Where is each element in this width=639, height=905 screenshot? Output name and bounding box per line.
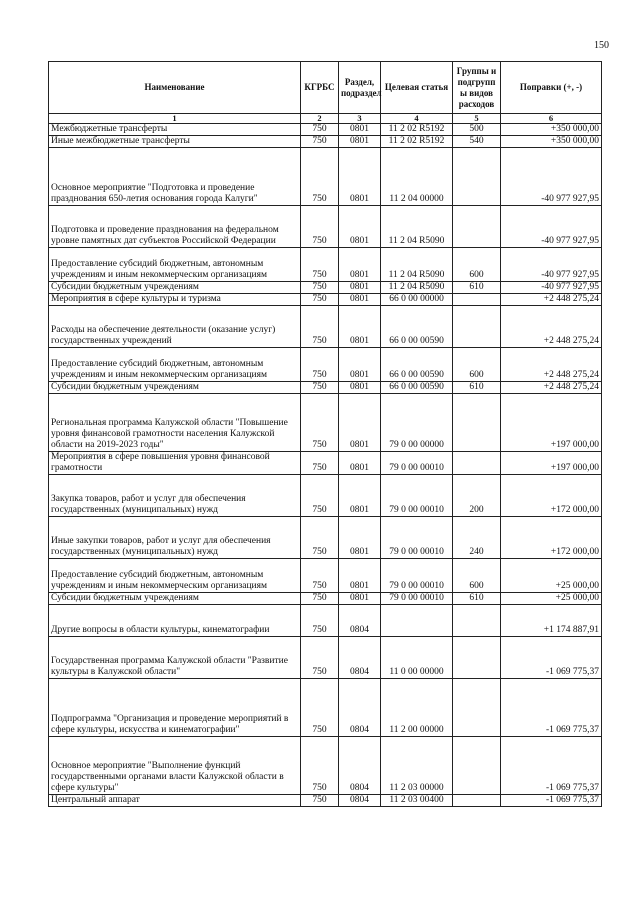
row-target: 79 0 00 00010 xyxy=(381,475,453,517)
row-kgrbs: 750 xyxy=(301,452,339,475)
row-section: 0801 xyxy=(339,452,381,475)
row-target: 66 0 00 00590 xyxy=(381,306,453,348)
row-name: Другие вопросы в области культуры, кинематографии xyxy=(49,605,301,637)
row-target: 79 0 00 00010 xyxy=(381,559,453,593)
row-name: Центральный аппарат xyxy=(49,795,301,807)
table-row xyxy=(49,452,602,475)
row-amount: +2 448 275,24 xyxy=(501,382,602,394)
col-header-target: Целевая статья xyxy=(381,62,453,114)
row-section: 0801 xyxy=(339,206,381,248)
table-row xyxy=(49,136,602,148)
page-number: 150 xyxy=(594,40,609,51)
row-kgrbs: 750 xyxy=(301,282,339,294)
row-amount: +197 000,00 xyxy=(501,452,602,475)
row-amount: -40 977 927,95 xyxy=(501,148,602,206)
row-group xyxy=(453,737,501,795)
row-target: 11 2 04 00000 xyxy=(381,148,453,206)
row-section: 0801 xyxy=(339,517,381,559)
row-target: 66 0 00 00590 xyxy=(381,348,453,382)
row-amount: +25 000,00 xyxy=(501,559,602,593)
row-section: 0801 xyxy=(339,148,381,206)
table-row xyxy=(49,795,602,807)
row-group: 610 xyxy=(453,593,501,605)
table-row xyxy=(49,517,602,559)
row-section: 0801 xyxy=(339,593,381,605)
row-group xyxy=(453,294,501,306)
row-target: 79 0 00 00010 xyxy=(381,593,453,605)
row-amount: -1 069 775,37 xyxy=(501,679,602,737)
row-kgrbs: 750 xyxy=(301,148,339,206)
col-number: 6 xyxy=(501,114,602,124)
row-section: 0804 xyxy=(339,679,381,737)
row-section: 0801 xyxy=(339,124,381,136)
table-row xyxy=(49,306,602,348)
row-kgrbs: 750 xyxy=(301,136,339,148)
table-row xyxy=(49,737,602,795)
table-row xyxy=(49,124,602,136)
row-name: Региональная программа Калужской области "Повышение уровня финансовой грамотности населения Калужской области на 2019-2023 годы" xyxy=(49,394,301,452)
table-row xyxy=(49,679,602,737)
row-group xyxy=(453,795,501,807)
row-target: 79 0 00 00010 xyxy=(381,517,453,559)
table-row xyxy=(49,637,602,679)
row-amount: +2 448 275,24 xyxy=(501,306,602,348)
row-kgrbs: 750 xyxy=(301,348,339,382)
row-amount: -40 977 927,95 xyxy=(501,248,602,282)
row-group: 200 xyxy=(453,475,501,517)
row-group: 240 xyxy=(453,517,501,559)
row-target xyxy=(381,605,453,637)
row-section: 0801 xyxy=(339,306,381,348)
row-amount: -40 977 927,95 xyxy=(501,282,602,294)
row-target: 11 2 00 00000 xyxy=(381,679,453,737)
row-kgrbs: 750 xyxy=(301,559,339,593)
col-number: 1 xyxy=(49,114,301,124)
col-header-group: Группы и подгрупп ы видов расходов xyxy=(453,62,501,114)
row-target: 79 0 00 00000 xyxy=(381,394,453,452)
row-target: 66 0 00 00590 xyxy=(381,382,453,394)
row-amount: +350 000,00 xyxy=(501,124,602,136)
row-name: Закупка товаров, работ и услуг для обеспечения государственных (муниципальных) нужд xyxy=(49,475,301,517)
col-header-amendments: Поправки (+, -) xyxy=(501,62,602,114)
row-kgrbs: 750 xyxy=(301,517,339,559)
row-group xyxy=(453,452,501,475)
row-group xyxy=(453,637,501,679)
row-section: 0801 xyxy=(339,382,381,394)
col-number: 5 xyxy=(453,114,501,124)
row-target: 11 2 04 R5090 xyxy=(381,282,453,294)
row-amount: -40 977 927,95 xyxy=(501,206,602,248)
row-kgrbs: 750 xyxy=(301,679,339,737)
row-target: 11 2 03 00000 xyxy=(381,737,453,795)
row-kgrbs: 750 xyxy=(301,475,339,517)
row-kgrbs: 750 xyxy=(301,294,339,306)
table-row xyxy=(49,475,602,517)
row-kgrbs: 750 xyxy=(301,382,339,394)
row-name: Субсидии бюджетным учреждениям xyxy=(49,282,301,294)
row-name: Мероприятия в сфере повышения уровня финансовой грамотности xyxy=(49,452,301,475)
row-amount: +25 000,00 xyxy=(501,593,602,605)
row-group: 600 xyxy=(453,348,501,382)
row-group: 610 xyxy=(453,382,501,394)
row-name: Предоставление субсидий бюджетным, автономным учреждениям и иным некоммерческим организациям xyxy=(49,559,301,593)
row-amount: -1 069 775,37 xyxy=(501,795,602,807)
row-group xyxy=(453,148,501,206)
row-name: Субсидии бюджетным учреждениям xyxy=(49,382,301,394)
col-header-kgrbs: КГРБС xyxy=(301,62,339,114)
table-row xyxy=(49,206,602,248)
row-section: 0804 xyxy=(339,637,381,679)
table-row xyxy=(49,605,602,637)
table-row xyxy=(49,148,602,206)
row-kgrbs: 750 xyxy=(301,124,339,136)
table-row xyxy=(49,394,602,452)
row-group xyxy=(453,394,501,452)
row-amount: -1 069 775,37 xyxy=(501,637,602,679)
row-group: 600 xyxy=(453,248,501,282)
row-kgrbs: 750 xyxy=(301,605,339,637)
row-name: Подготовка и проведение празднования на федеральном уровне памятных дат субъектов Российской Федерации xyxy=(49,206,301,248)
row-target: 11 2 04 R5090 xyxy=(381,206,453,248)
row-target: 79 0 00 00010 xyxy=(381,452,453,475)
row-amount: +172 000,00 xyxy=(501,517,602,559)
row-group xyxy=(453,605,501,637)
row-section: 0801 xyxy=(339,475,381,517)
col-number: 4 xyxy=(381,114,453,124)
table-row xyxy=(49,593,602,605)
row-target: 11 2 02 R5192 xyxy=(381,124,453,136)
row-group xyxy=(453,206,501,248)
row-name: Расходы на обеспечение деятельности (оказание услуг) государственных учреждений xyxy=(49,306,301,348)
row-kgrbs: 750 xyxy=(301,593,339,605)
col-header-section: Раздел, подраздел xyxy=(339,62,381,114)
table-row xyxy=(49,559,602,593)
row-section: 0801 xyxy=(339,282,381,294)
row-kgrbs: 750 xyxy=(301,206,339,248)
row-amount: +350 000,00 xyxy=(501,136,602,148)
row-target: 11 2 03 00400 xyxy=(381,795,453,807)
row-section: 0804 xyxy=(339,795,381,807)
row-kgrbs: 750 xyxy=(301,637,339,679)
row-section: 0801 xyxy=(339,294,381,306)
row-amount: +2 448 275,24 xyxy=(501,294,602,306)
row-amount: -1 069 775,37 xyxy=(501,737,602,795)
row-amount: +197 000,00 xyxy=(501,394,602,452)
row-amount: +2 448 275,24 xyxy=(501,348,602,382)
row-amount: +1 174 887,91 xyxy=(501,605,602,637)
row-section: 0801 xyxy=(339,348,381,382)
row-group: 600 xyxy=(453,559,501,593)
row-amount: +172 000,00 xyxy=(501,475,602,517)
row-target: 66 0 00 00000 xyxy=(381,294,453,306)
row-group: 610 xyxy=(453,282,501,294)
row-name: Основное мероприятие "Выполнение функций государственными органами власти Калужской области в сфере культуры" xyxy=(49,737,301,795)
col-number: 2 xyxy=(301,114,339,124)
row-group xyxy=(453,306,501,348)
row-kgrbs: 750 xyxy=(301,394,339,452)
col-number: 3 xyxy=(339,114,381,124)
row-name: Иные межбюджетные трансферты xyxy=(49,136,301,148)
row-section: 0804 xyxy=(339,737,381,795)
row-name: Предоставление субсидий бюджетным, автономным учреждениям и иным некоммерческим организациям xyxy=(49,248,301,282)
row-group xyxy=(453,679,501,737)
table-row xyxy=(49,294,602,306)
row-target: 11 2 02 R5192 xyxy=(381,136,453,148)
row-name: Межбюджетные трансферты xyxy=(49,124,301,136)
row-section: 0801 xyxy=(339,394,381,452)
col-header-name: Наименование xyxy=(49,62,301,114)
table-row xyxy=(49,348,602,382)
row-name: Подпрограмма "Организация и проведение мероприятий в сфере культуры, искусства и кинематографии" xyxy=(49,679,301,737)
row-kgrbs: 750 xyxy=(301,795,339,807)
table-row xyxy=(49,248,602,282)
row-kgrbs: 750 xyxy=(301,737,339,795)
row-group: 500 xyxy=(453,124,501,136)
row-kgrbs: 750 xyxy=(301,248,339,282)
row-group: 540 xyxy=(453,136,501,148)
row-name: Иные закупки товаров, работ и услуг для обеспечения государственных (муниципальных) нужд xyxy=(49,517,301,559)
row-name: Предоставление субсидий бюджетным, автономным учреждениям и иным некоммерческим организациям xyxy=(49,348,301,382)
row-target: 11 2 04 R5090 xyxy=(381,248,453,282)
row-name: Субсидии бюджетным учреждениям xyxy=(49,593,301,605)
row-name: Государственная программа Калужской области "Развитие культуры в Калужской области" xyxy=(49,637,301,679)
row-section: 0801 xyxy=(339,248,381,282)
row-section: 0801 xyxy=(339,136,381,148)
row-name: Мероприятия в сфере культуры и туризма xyxy=(49,294,301,306)
table-row xyxy=(49,382,602,394)
row-name: Основное мероприятие "Подготовка и проведение празднования 650-летия основания города Калуги" xyxy=(49,148,301,206)
row-target: 11 0 00 00000 xyxy=(381,637,453,679)
row-kgrbs: 750 xyxy=(301,306,339,348)
table-row xyxy=(49,282,602,294)
row-section: 0801 xyxy=(339,559,381,593)
amendments-table xyxy=(48,61,602,807)
row-section: 0804 xyxy=(339,605,381,637)
